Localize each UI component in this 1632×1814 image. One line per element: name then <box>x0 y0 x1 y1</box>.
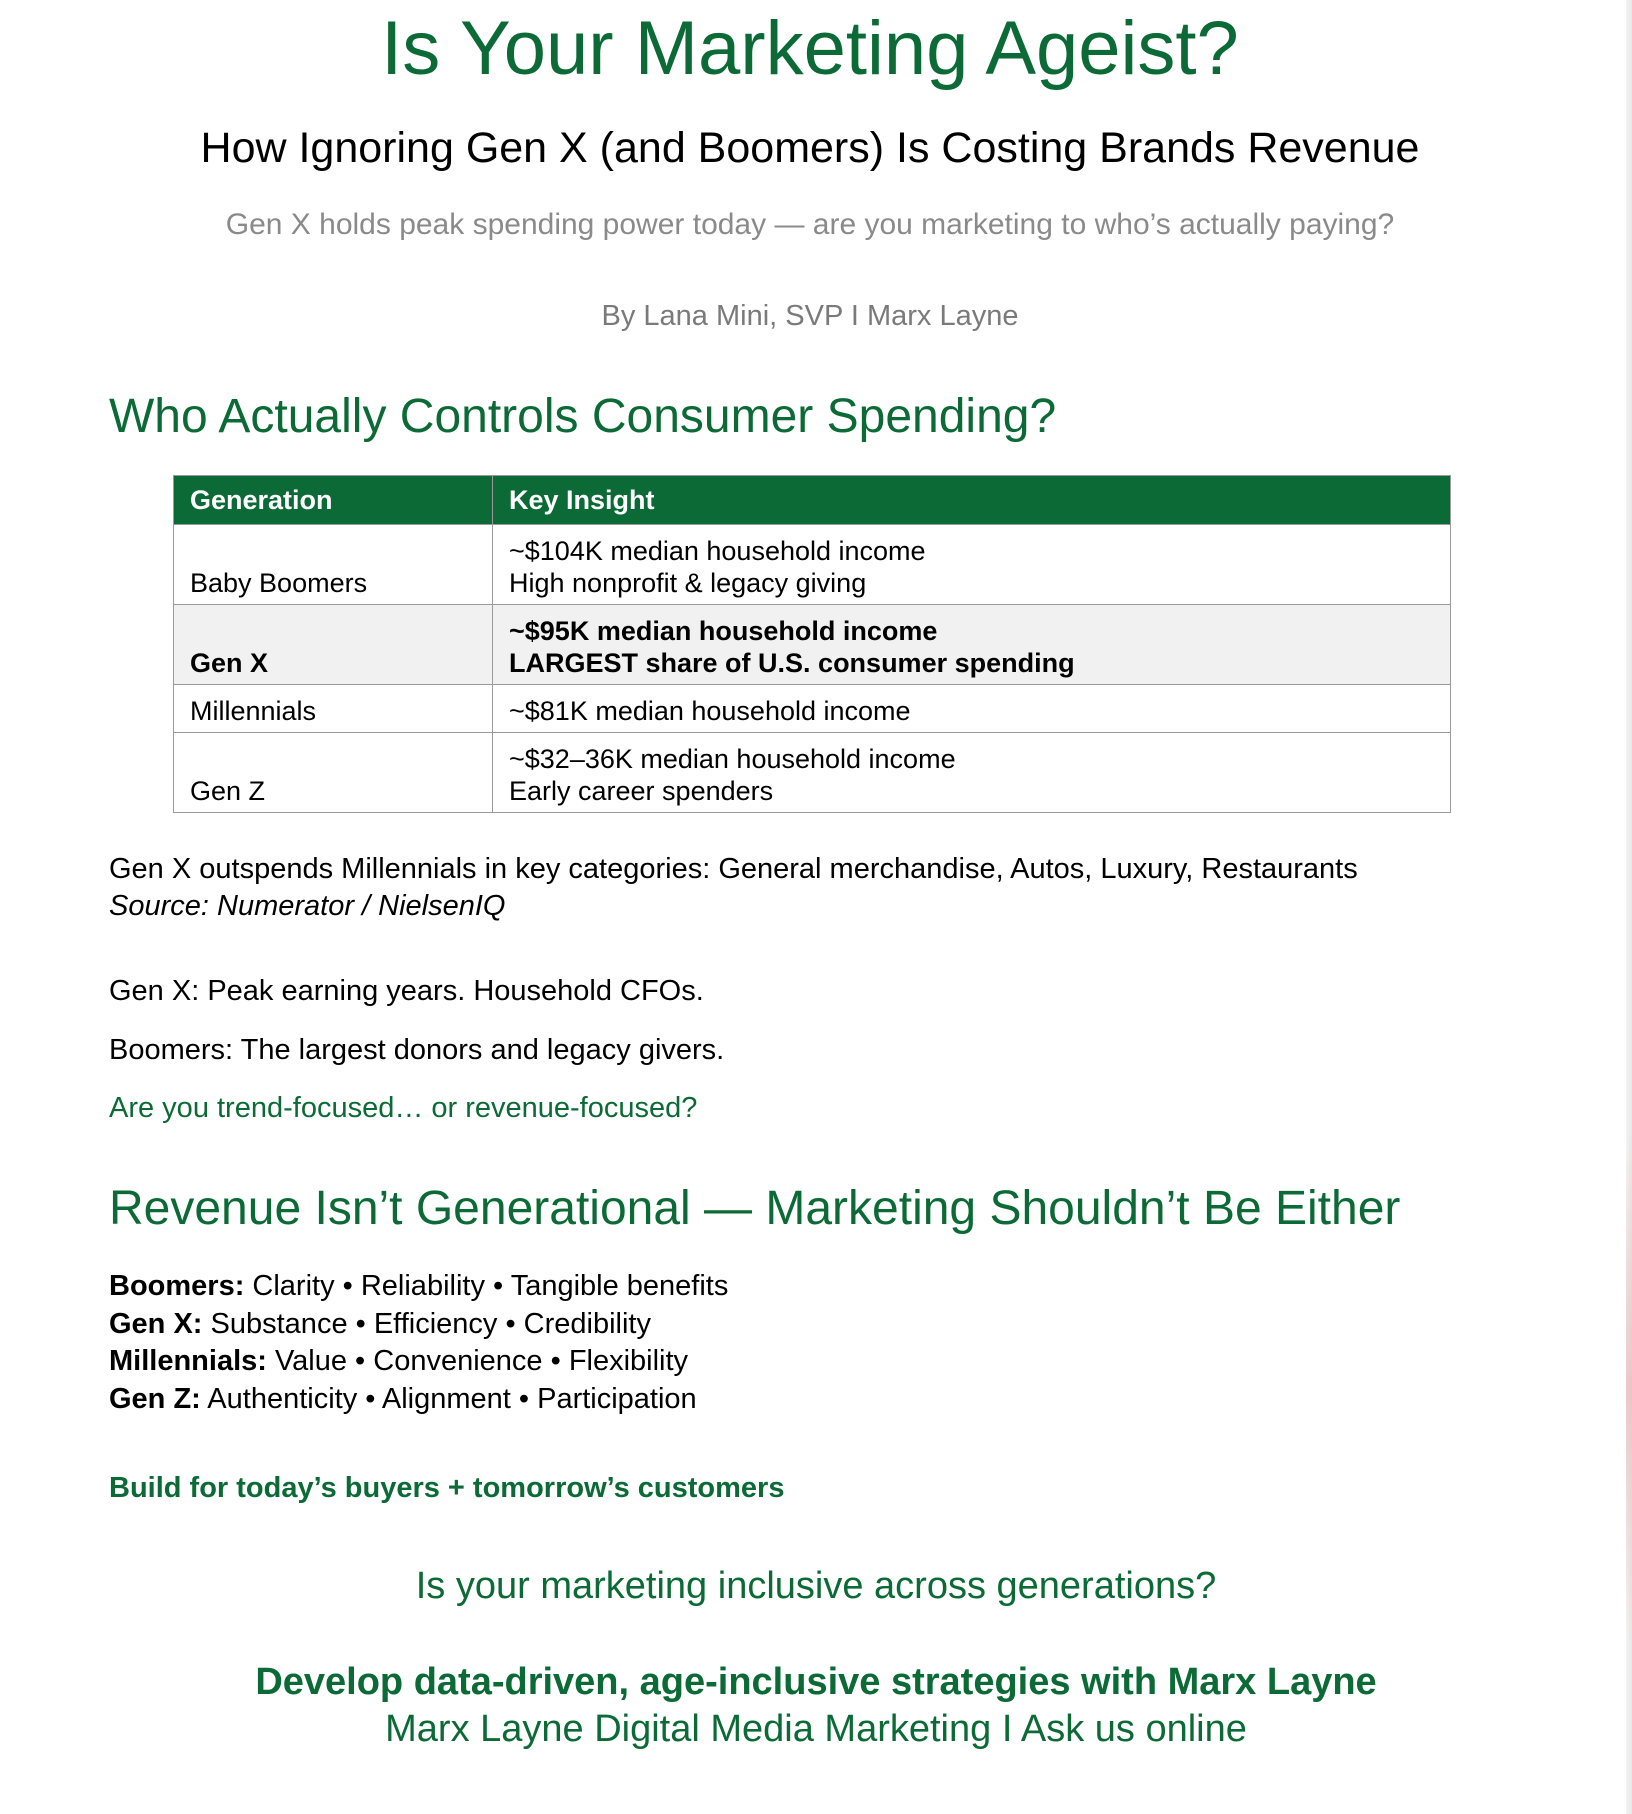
table-cell-generation: Gen Z <box>174 733 493 813</box>
list-item <box>109 1343 728 1381</box>
table-header-row <box>174 476 1451 525</box>
insight-line: LARGEST share of U.S. consumer spending <box>509 648 1075 678</box>
genx-note: Gen X: Peak earning years. Household CFOs. <box>109 975 704 1007</box>
insight-line: High nonprofit & legacy giving <box>509 568 867 598</box>
inclusive-question: Is your marketing inclusive across generations? <box>415 1565 1217 1607</box>
table-header-key-insight: Key Insight <box>493 476 1451 525</box>
table-cell-generation: Gen X <box>174 605 493 685</box>
list-item-text: Value • Convenience • Flexibility <box>266 1345 689 1377</box>
list-item-text: Clarity • Reliability • Tangible benefits <box>244 1270 729 1302</box>
table-cell-insight <box>493 525 1451 605</box>
list-item <box>109 1381 728 1419</box>
page-title: Is Your Marketing Ageist? <box>381 6 1239 91</box>
build-line: Build for today’s buyers + tomorrow’s customers <box>109 1472 785 1504</box>
table-cell-insight <box>493 685 1451 733</box>
page-edge-tint <box>1626 1140 1632 1640</box>
page-subtitle: How Ignoring Gen X (and Boomers) Is Costing Brands Revenue <box>200 124 1420 172</box>
insight-line: Early career spenders <box>509 776 774 806</box>
source-citation: Source: Numerator / NielsenIQ <box>109 890 506 922</box>
list-item-label: Gen X: <box>109 1307 203 1340</box>
section-heading-revenue: Revenue Isn’t Generational — Marketing Shouldn’t Be Either <box>109 1182 1401 1235</box>
page-edge <box>1626 0 1632 1814</box>
table-row-millennials <box>174 685 1451 733</box>
table-cell-insight <box>493 605 1451 685</box>
list-item-label: Boomers: <box>109 1270 245 1302</box>
list-item-label: Gen Z: <box>109 1382 201 1415</box>
list-item <box>109 1306 728 1344</box>
list-item-text: Substance • Efficiency • Credibility <box>202 1307 651 1340</box>
section-heading-spending: Who Actually Controls Consumer Spending? <box>109 390 1057 443</box>
list-item <box>109 1268 728 1306</box>
table-cell-insight <box>493 733 1451 813</box>
byline: By Lana Mini, SVP I Marx Layne <box>601 300 1019 332</box>
contact-line: Marx Layne Digital Media Marketing I Ask us online <box>385 1708 1247 1750</box>
cta-headline: Develop data-driven, age-inclusive strategies with Marx Layne <box>255 1661 1377 1703</box>
table-cell-generation: Baby Boomers <box>174 525 493 605</box>
generation-values-list <box>109 1268 728 1418</box>
table-row-gen-x <box>174 605 1451 685</box>
tagline: Gen X holds peak spending power today — are you marketing to who’s actually paying? <box>225 208 1395 241</box>
table-row-gen-z <box>174 733 1451 813</box>
insight-line: ~$95K median household income <box>509 616 938 646</box>
outspend-paragraph <box>109 851 1358 925</box>
insight-line: ~$104K median household income <box>509 536 926 566</box>
boomers-note: Boomers: The largest donors and legacy givers. <box>109 1034 725 1066</box>
generation-table <box>173 475 1451 813</box>
insight-line: ~$32–36K median household income <box>509 744 956 774</box>
outspend-text: Gen X outspends Millennials in key categories: General merchandise, Autos, Luxury, Restaurants <box>109 853 1358 885</box>
list-item-label: Millennials: <box>109 1345 267 1377</box>
insight-line: ~$81K median household income <box>509 696 911 726</box>
table-cell-generation: Millennials <box>174 685 493 733</box>
trend-question: Are you trend-focused… or revenue-focused? <box>109 1092 698 1124</box>
list-item-text: Authenticity • Alignment • Participation <box>200 1382 697 1415</box>
table-header-generation: Generation <box>174 476 493 525</box>
table-row-baby-boomers <box>174 525 1451 605</box>
